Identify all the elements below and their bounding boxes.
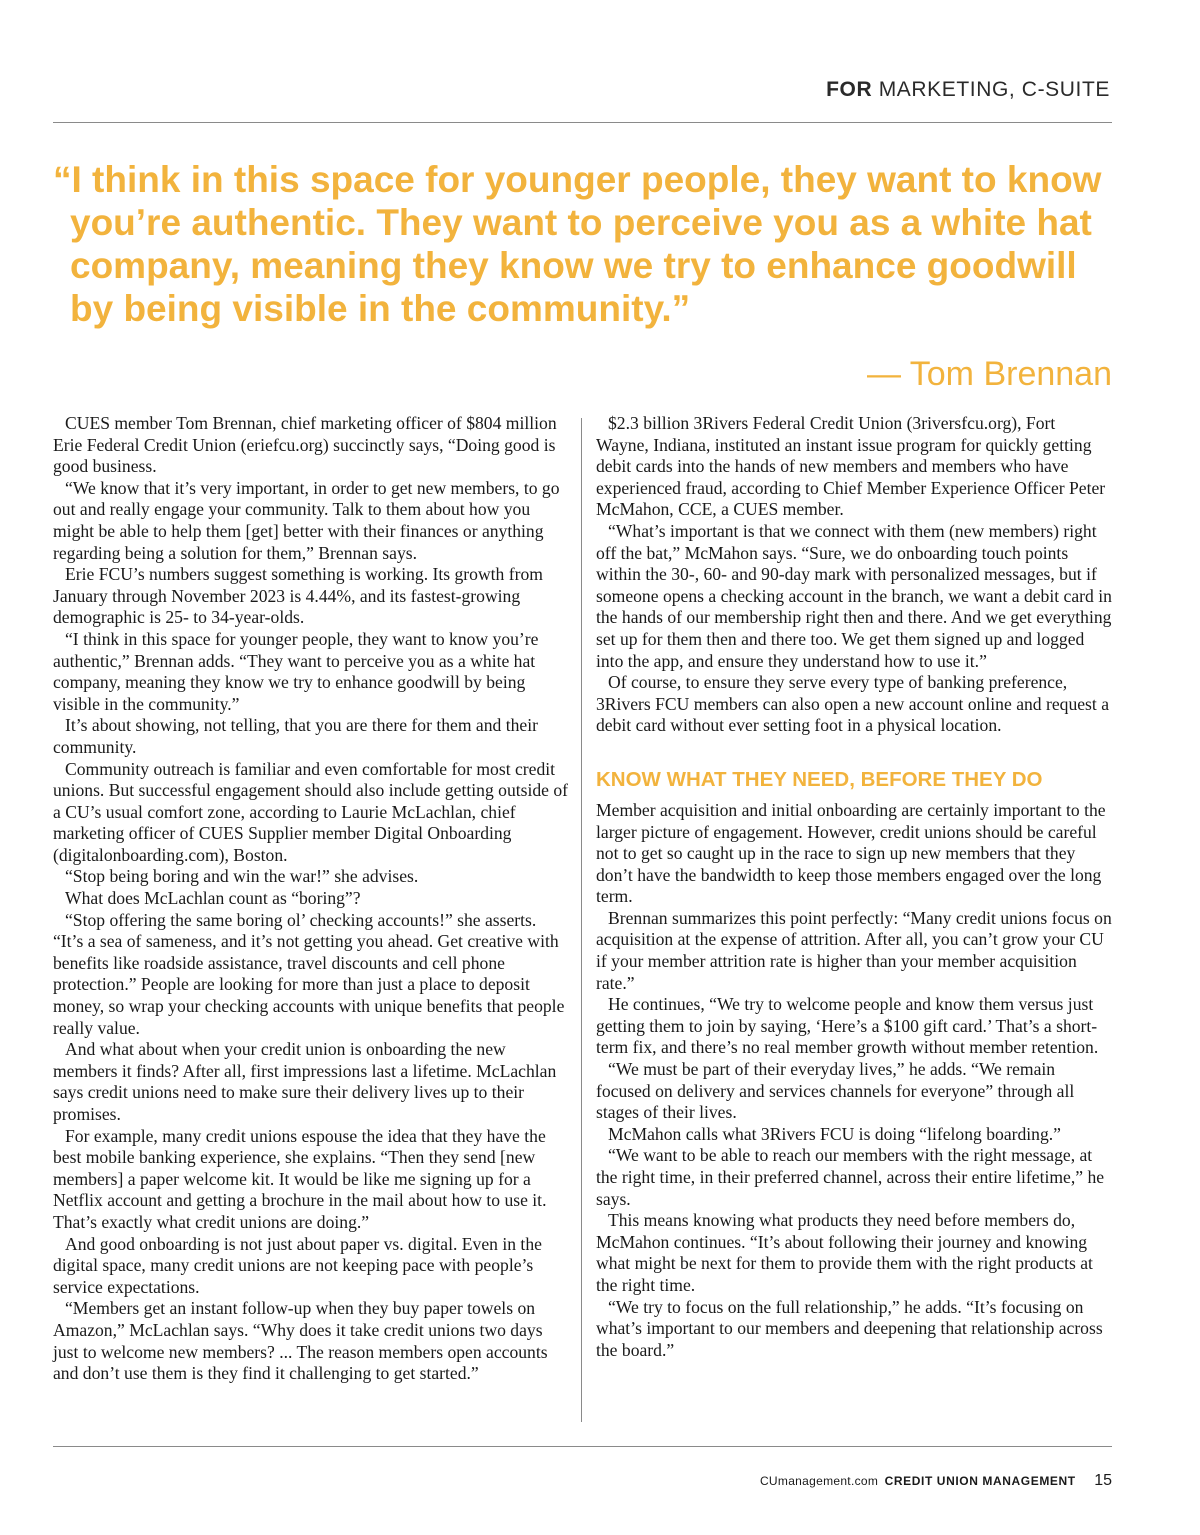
body-paragraph: Community outreach is familiar and even comfortable for most credit unions. But successful engagement should also include getting outside of a CU’s usual comfort zone, according to Laurie McLachlan, chief marketing officer of CUES Supplier member Digital Onboarding (digitalonboarding.com), Boston. [53,758,569,865]
body-paragraph: “I think in this space for younger people, they want to know you’re authentic,” Brennan adds. “They want to perceive you as a white hat company, meaning they know we try to enhance goodwill by being visible in the community.” [53,628,539,714]
body-paragraph: “Stop being boring and win the war!” she advises. [65,866,419,887]
body-paragraph: Brennan summarizes this point perfectly: “Many credit unions focus on acquisition at the expense of attrition. After all, you can’t grow your CU if your member attrition rate is higher than your member acquisition rate.” [596,907,1112,993]
body-paragraph: He continues, “We try to welcome people and know them versus just getting them to join by saying, ‘Here’s a $100 gift card.’ That’s a short-term fix, and there’s no real member growth without member retention. [596,994,1099,1058]
body-paragraph: What does McLachlan count as “boring”? [65,888,361,909]
body-paragraph: McMahon calls what 3Rivers FCU is doing “lifelong boarding.” [608,1123,1061,1144]
pull-quote-line: by being visible in the community.” [70,288,691,329]
body-paragraph: “Stop offering the same boring ol’ checking accounts!” she asserts. “It’s a sea of sameness, and it’s not getting you ahead. Get creative with benefits like roadside assistance, travel discounts and cell phone protection.” People are looking for more than just a place to deposit money, so wrap your checking accounts with unique benefits that people really value. [53,909,565,1038]
pull-quote [53,158,1123,330]
top-divider [53,122,1112,123]
column-divider [581,418,582,1422]
section-label [826,78,1110,102]
body-paragraph: Member acquisition and initial onboarding are certainly important to the larger picture of engagement. However, credit unions should be careful not to get so caught up in the race to sign up new members that they don’t have the bandwidth to keep those members engaged over the long term. [596,799,1106,907]
footer-magazine-name: CREDIT UNION MANAGEMENT [884,1474,1076,1488]
bottom-divider [53,1446,1112,1447]
body-paragraph: “We try to focus on the full relationship,” he adds. “It’s focusing on what’s important to our members and deepening that relationship across the board.” [596,1296,1103,1360]
body-paragraph: And good onboarding is not just about paper vs. digital. Even in the digital space, many credit unions are not keeping pace with people’s service expectations. [53,1233,542,1297]
pull-quote-attribution: — Tom Brennan [866,355,1112,393]
body-paragraph: This means knowing what products they need before members do, McMahon continues. “It’s about following their journey and knowing what might be next for them to provide them with the right products at the right time. [596,1210,1093,1295]
page-footer [760,1472,1112,1490]
pull-quote-line: company, meaning they know we try to enhance goodwill [70,245,1077,286]
body-paragraph: “We want to be able to reach our members with the right message, at the right time, in their preferred channel, across their entire lifetime,” he says. [596,1145,1105,1209]
body-paragraph: CUES member Tom Brennan, chief marketing officer of $804 million Erie Federal Credit Union (eriefcu.org) succinctly says, “Doing good is good business. [53,413,557,477]
body-paragraph: Erie FCU’s numbers suggest something is working. Its growth from January through November 2023 is 4.44%, and its fastest-growing demographic is 25- to 34-year-olds. [53,564,543,628]
section-label-audience: MARKETING, C-SUITE [878,78,1110,101]
body-paragraph: “Members get an instant follow-up when they buy paper towels on Amazon,” McLachlan says. “Why does it take credit unions two days just to welcome new members? ... The reason members open accounts and don’t use them is they find it challenging to get started.” [53,1298,548,1384]
section-heading: KNOW WHAT THEY NEED, BEFORE THEY DO [596,767,1043,791]
left-column [53,413,569,1385]
body-paragraph: $2.3 billion 3Rivers Federal Credit Union (3riversfcu.org), Fort Wayne, Indiana, instituted an instant issue program for quickly getting debit cards into the hands of new members and members who have experienced fraud, according to Chief Member Experience Officer Peter McMahon, CCE, a CUES member. [596,413,1106,520]
right-column [596,413,1112,1361]
footer-site: CUmanagement.com [759,1474,879,1488]
section-label-for: FOR [826,78,873,101]
body-paragraph: And what about when your credit union is onboarding the new members it finds? After all, first impressions last a lifetime. McLachlan says credit unions need to make sure their delivery lives up to their promises. [53,1039,557,1124]
body-paragraph: Of course, to ensure they serve every type of banking preference, 3Rivers FCU members can also open a new account online and request a debit card without ever setting foot in a physical location. [596,672,1110,736]
pull-quote-line: “I think in this space for younger people, they want to know [53,159,1102,200]
page-number: 15 [1094,1472,1112,1489]
body-paragraph: For example, many credit unions espouse the idea that they have the best mobile banking experience, she explains. “Then they send [new members] a paper welcome kit. It would be like me signing up for a Netflix account and getting a brochure in the mail about how to use it. That’s exactly what credit unions are doing.” [53,1125,547,1232]
body-paragraph: “We must be part of their everyday lives,” he adds. “We remain focused on delivery and services channels for everyone” through all stages of their lives. [596,1059,1075,1123]
pull-quote-line: you’re authentic. They want to perceive you as a white hat [70,202,1092,243]
body-paragraph: “What’s important is that we connect with them (new members) right off the bat,” McMahon says. “Sure, we do onboarding touch points within the 30-, 60- and 90-day mark with personalized messages, but if someone opens a checking account in the branch, we want a debit card in the hands of our membership right then and there. And we get everything set up for them then and there too. We get them signed up and logged into the app, and ensure they understand how to use it.” [596,520,1112,671]
body-paragraph: It’s about showing, not telling, that you are there for them and their community. [53,715,538,757]
body-paragraph: “We know that it’s very important, in order to get new members, to go out and really engage your community. Talk to them about how you might be able to help them [get] better with their finances or anything regarding being a solution for them,” Brennan says. [53,477,560,563]
